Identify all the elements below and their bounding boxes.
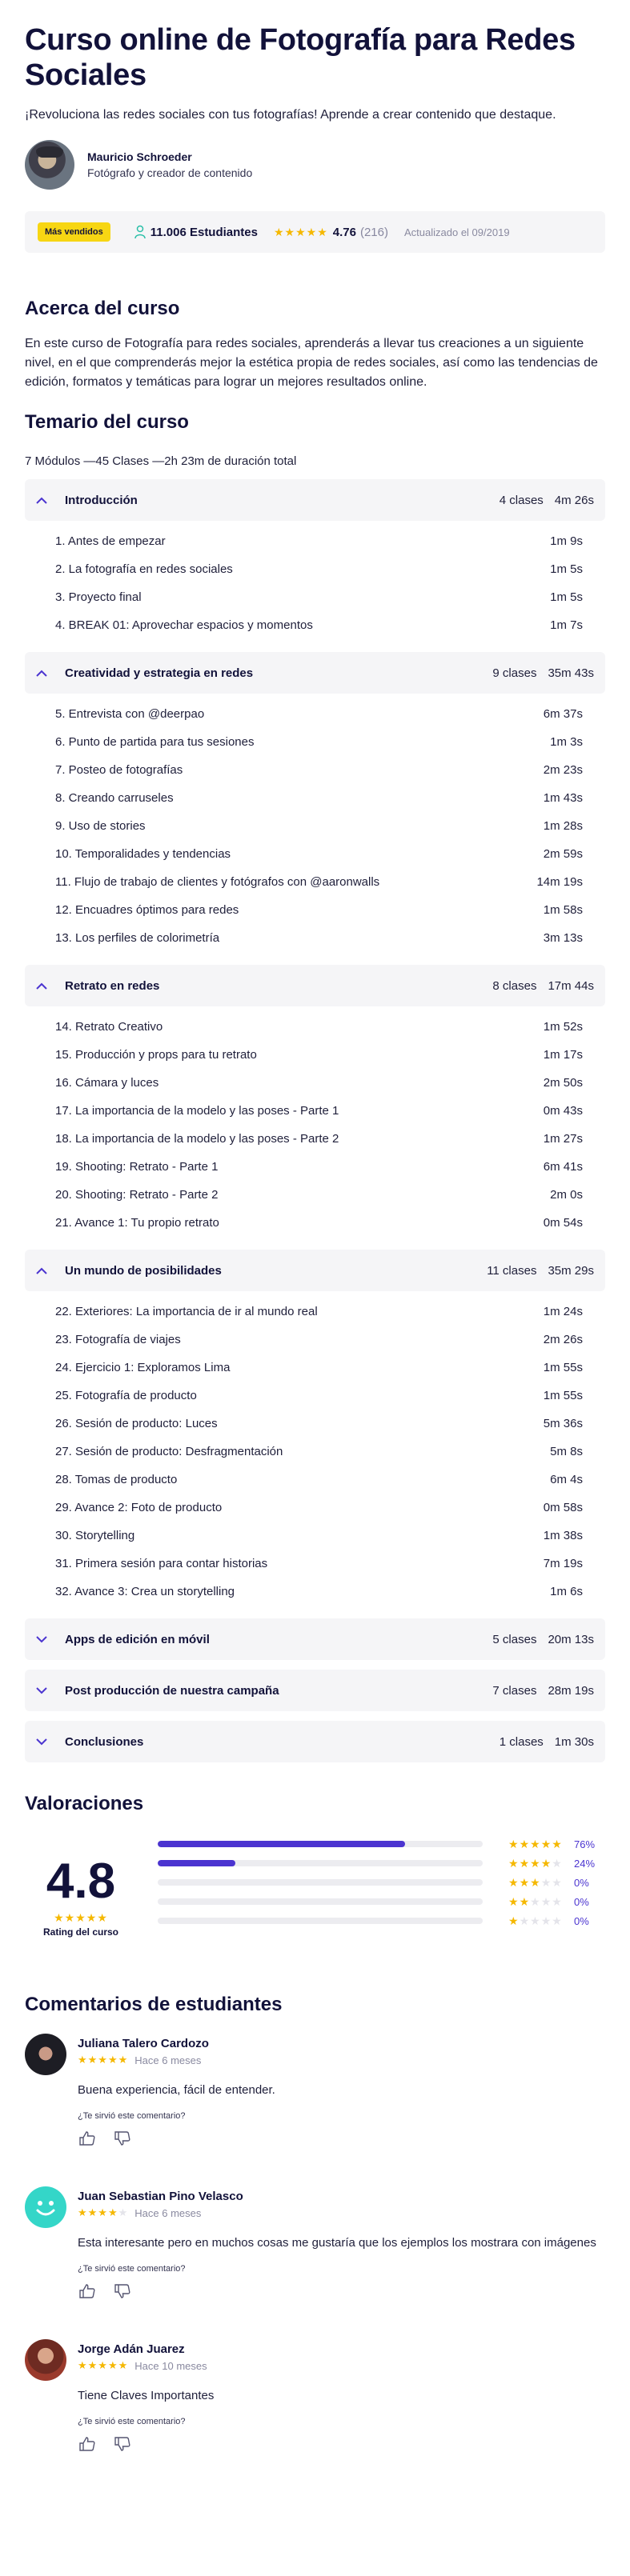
lesson-title[interactable]: 18. La importancia de la modelo y las poses - Parte 2: [55, 1132, 339, 1146]
lesson-title[interactable]: 5. Entrevista con @deerpao: [55, 707, 205, 721]
comment-stars-icon: ★★★★★: [78, 2359, 129, 2371]
lesson-row[interactable]: [55, 728, 583, 756]
comment-votes: [78, 2282, 605, 2301]
comment-date: Hace 10 meses: [134, 2359, 207, 2372]
lesson-duration: 2m 23s: [543, 763, 583, 777]
syllabus-title: Temario del curso: [25, 411, 189, 433]
comment-list: [25, 2034, 605, 2454]
thumbs-down-icon[interactable]: [113, 2282, 132, 2301]
module-name: Introducción: [65, 493, 138, 507]
module: [25, 1618, 605, 1660]
module-count: 5 clases: [492, 1632, 537, 1646]
lesson-row[interactable]: [55, 1298, 583, 1326]
author-name[interactable]: Mauricio Schroeder: [87, 150, 192, 163]
module-count: 11 clases: [487, 1263, 537, 1278]
lesson-duration: 1m 28s: [543, 819, 583, 833]
module-header[interactable]: [25, 479, 605, 521]
lesson-title[interactable]: 30. Storytelling: [55, 1529, 135, 1542]
lesson-row[interactable]: [55, 700, 583, 728]
module: [25, 1670, 605, 1711]
lesson-title[interactable]: 12. Encuadres óptimos para redes: [55, 903, 239, 917]
lesson-row[interactable]: [55, 1410, 583, 1438]
rating-bar-stars-icon: ★★★★★: [508, 1914, 563, 1927]
lesson-title[interactable]: 25. Fotografía de producto: [55, 1389, 197, 1402]
rating-bar-row: [158, 1873, 605, 1892]
person-icon: [134, 225, 146, 239]
author-block[interactable]: [25, 139, 605, 190]
module-name: Un mundo de posibilidades: [65, 1263, 222, 1278]
helpful-prompt: ¿Te sirvió este comentario?: [78, 2417, 186, 2426]
rating-count: (216): [359, 225, 388, 239]
module-name: Apps de edición en móvil: [65, 1632, 210, 1646]
helpful-prompt: ¿Te sirvió este comentario?: [78, 2264, 186, 2274]
module: [25, 1721, 605, 1762]
lesson-row[interactable]: [55, 1069, 583, 1097]
module-time: 17m 44s: [548, 978, 594, 993]
lesson-title[interactable]: 31. Primera sesión para contar historias: [55, 1557, 268, 1570]
chevron-down-icon[interactable]: [36, 1734, 58, 1750]
overall-rating: [25, 1834, 137, 1938]
ratings-panel: [25, 1834, 605, 1938]
lesson-title[interactable]: 19. Shooting: Retrato - Parte 1: [55, 1160, 219, 1174]
chevron-up-icon[interactable]: [36, 492, 58, 508]
lesson-row[interactable]: [55, 1041, 583, 1069]
lesson-title[interactable]: 28. Tomas de producto: [55, 1473, 178, 1486]
lesson-title[interactable]: 14. Retrato Creativo: [55, 1020, 163, 1034]
module-time: 1m 30s: [554, 1734, 594, 1749]
course-rating: [274, 226, 388, 239]
lesson-duration: 6m 4s: [550, 1473, 583, 1486]
comment-divider: [25, 2301, 605, 2322]
lesson-title[interactable]: 24. Ejercicio 1: Exploramos Lima: [55, 1361, 231, 1374]
lesson-title[interactable]: 22. Exteriores: La importancia de ir al mundo real: [55, 1305, 318, 1318]
lesson-row[interactable]: [55, 555, 583, 583]
lesson-row[interactable]: [55, 1153, 583, 1181]
lesson-duration: 5m 36s: [543, 1417, 583, 1430]
comment-text: Tiene Claves Importantes: [78, 2389, 215, 2402]
lesson-duration: 7m 19s: [543, 1557, 583, 1570]
rating-bar-track: [158, 1860, 483, 1866]
lesson-row[interactable]: [55, 756, 583, 784]
lesson-title[interactable]: 29. Avance 2: Foto de producto: [55, 1501, 223, 1514]
module: [25, 652, 605, 955]
overall-score: 4.8: [46, 1854, 116, 1909]
lesson-title[interactable]: 26. Sesión de producto: Luces: [55, 1417, 218, 1430]
lesson-title[interactable]: 13. Los perfiles de colorimetría: [55, 931, 220, 945]
lesson-list: [25, 694, 605, 955]
lesson-duration: 6m 37s: [543, 707, 583, 721]
students-count: [134, 225, 258, 239]
lesson-row[interactable]: [55, 1013, 583, 1041]
module-header[interactable]: [25, 1721, 605, 1762]
lesson-row[interactable]: [55, 1494, 583, 1522]
rating-bar-fill: [158, 1841, 405, 1847]
rating-distribution: [158, 1834, 605, 1930]
rating-bar-stars-icon: ★★★★★: [508, 1856, 563, 1870]
lesson-title[interactable]: 15. Producción y props para tu retrato: [55, 1048, 257, 1062]
lesson-title[interactable]: 32. Avance 3: Crea un storytelling: [55, 1585, 235, 1598]
comment-meta: [78, 2206, 605, 2219]
lesson-duration: 1m 55s: [543, 1389, 583, 1402]
lesson-title[interactable]: 2. La fotografía en redes sociales: [55, 562, 233, 576]
thumbs-up-icon[interactable]: [78, 2129, 97, 2148]
commenter-avatar[interactable]: [25, 2034, 66, 2075]
lesson-row[interactable]: [55, 611, 583, 639]
lesson-duration: 1m 52s: [543, 1020, 583, 1034]
comment: [25, 2034, 605, 2148]
module: [25, 1250, 605, 1609]
lesson-title[interactable]: 11. Flujo de trabajo de clientes y fotógrafos con @aaronwalls: [55, 875, 380, 889]
module-time: 35m 43s: [548, 666, 594, 680]
lesson-duration: 1m 9s: [550, 534, 583, 548]
rating-stars-icon: ★★★★★: [274, 225, 328, 238]
course-stats-bar: [25, 211, 605, 253]
rating-bar-fill: [158, 1860, 235, 1866]
rating-bar-stars-icon: ★★★★★: [508, 1875, 563, 1889]
lesson-title[interactable]: 21. Avance 1: Tu propio retrato: [55, 1216, 219, 1230]
lesson-row[interactable]: [55, 1550, 583, 1578]
thumbs-down-icon[interactable]: [113, 2129, 132, 2148]
chevron-up-icon[interactable]: [36, 978, 58, 994]
lesson-title[interactable]: 20. Shooting: Retrato - Parte 2: [55, 1188, 219, 1202]
about-text: En este curso de Fotografía para redes sociales, aprenderás a llevar tus creaciones a un siguiente nivel, en el que comprenderás mejor la estética propia de redes sociales, así como las tendencias de edición, formatos y temáticas para lograr un mejores resultados online.: [25, 337, 598, 389]
lesson-title[interactable]: 4. BREAK 01: Aprovechar espacios y momentos: [55, 618, 313, 632]
updated-date: Actualizado el 09/2019: [404, 226, 510, 238]
lesson-row[interactable]: [55, 868, 583, 896]
module-count: 4 clases: [499, 493, 544, 507]
module-header[interactable]: [25, 1618, 605, 1660]
lesson-row[interactable]: [55, 1181, 583, 1209]
lesson-title[interactable]: 7. Posteo de fotografías: [55, 763, 183, 777]
lesson-duration: 1m 27s: [543, 1132, 583, 1146]
lesson-row[interactable]: [55, 1466, 583, 1494]
module-count: 1 clases: [499, 1734, 544, 1749]
lesson-list: [25, 1291, 605, 1609]
overall-label: Rating del curso: [42, 1926, 118, 1938]
lesson-duration: 1m 6s: [550, 1585, 583, 1598]
lesson-row[interactable]: [55, 1382, 583, 1410]
rating-bar-stars-icon: ★★★★★: [508, 1894, 563, 1908]
syllabus-summary: 7 Módulos —45 Clases —2h 23m de duración total: [25, 454, 297, 468]
ratings-title: Valoraciones: [25, 1793, 144, 1814]
module: [25, 479, 605, 642]
lesson-title[interactable]: 10. Temporalidades y tendencias: [55, 847, 231, 861]
lesson-duration: 0m 43s: [543, 1104, 583, 1118]
rating-bar-row: [158, 1892, 605, 1911]
comment: [25, 2186, 605, 2301]
comment-meta: [78, 2359, 605, 2372]
lesson-title[interactable]: 6. Punto de partida para tus sesiones: [55, 735, 255, 749]
thumbs-up-icon[interactable]: [78, 2282, 97, 2301]
rating-bar-percent: 0%: [574, 1914, 589, 1927]
lesson-duration: 6m 41s: [543, 1160, 583, 1174]
module-header[interactable]: [25, 1670, 605, 1711]
thumbs-down-icon[interactable]: [113, 2434, 132, 2454]
comment-text: Esta interesante pero en muchos cosas me gustaría que los ejemplos los mostrara con imágenes: [78, 2236, 596, 2250]
rating-bar-track: [158, 1841, 483, 1847]
module-time: 4m 26s: [554, 493, 594, 507]
about-title: Acerca del curso: [25, 298, 180, 319]
lesson-row[interactable]: [55, 527, 583, 555]
lesson-row[interactable]: [55, 812, 583, 840]
module: [25, 965, 605, 1240]
lesson-duration: 1m 43s: [543, 791, 583, 805]
module-name: Post producción de nuestra campaña: [65, 1683, 279, 1698]
chevron-up-icon[interactable]: [36, 665, 58, 681]
rating-bar-track: [158, 1898, 483, 1905]
lesson-row[interactable]: [55, 1097, 583, 1125]
lesson-title[interactable]: 3. Proyecto final: [55, 590, 142, 604]
lesson-duration: 0m 54s: [543, 1216, 583, 1230]
author-avatar[interactable]: [25, 140, 74, 190]
lesson-title[interactable]: 9. Uso de stories: [55, 819, 146, 833]
comment-meta: [78, 2054, 605, 2066]
lesson-row[interactable]: [55, 1522, 583, 1550]
rating-bar-percent: 0%: [574, 1876, 589, 1889]
lesson-row[interactable]: [55, 840, 583, 868]
chevron-down-icon[interactable]: [36, 1682, 58, 1698]
commenter-name: Juliana Talero Cardozo: [78, 2037, 209, 2050]
lesson-duration: 2m 59s: [543, 847, 583, 861]
comment-divider: [25, 2148, 605, 2169]
rating-bar-row: [158, 1854, 605, 1873]
rating-bar-track: [158, 1918, 483, 1924]
lesson-title[interactable]: 8. Creando carruseles: [55, 791, 174, 805]
lesson-title[interactable]: 17. La importancia de la modelo y las poses - Parte 1: [55, 1104, 339, 1118]
lesson-duration: 1m 24s: [543, 1305, 583, 1318]
lesson-duration: 1m 58s: [543, 903, 583, 917]
rating-bar-row: [158, 1834, 605, 1854]
module-time: 28m 19s: [548, 1683, 594, 1698]
chevron-up-icon[interactable]: [36, 1262, 58, 1278]
module-header[interactable]: [25, 965, 605, 1006]
module-list: [25, 479, 605, 1762]
comment-votes: [78, 2129, 605, 2148]
module-time: 20m 13s: [548, 1632, 594, 1646]
lesson-title[interactable]: 1. Antes de empezar: [55, 534, 166, 548]
rating-bar-percent: 24%: [574, 1857, 596, 1870]
lesson-duration: 1m 5s: [550, 562, 583, 576]
lesson-title[interactable]: 23. Fotografía de viajes: [55, 1333, 181, 1346]
course-subtitle: ¡Revoluciona las redes sociales con tus fotografías! Aprende a crear contenido que destaque.: [25, 108, 556, 122]
lesson-title[interactable]: 16. Cámara y luces: [55, 1076, 159, 1090]
lesson-duration: 1m 38s: [543, 1529, 583, 1542]
lesson-row[interactable]: [55, 583, 583, 611]
commenter-name: Jorge Adán Juarez: [78, 2342, 185, 2356]
commenter-avatar[interactable]: [25, 2339, 66, 2381]
module-name: Creatividad y estrategia en redes: [65, 666, 254, 680]
course-title: Curso online de Fotografía para Redes Sociales: [25, 23, 576, 92]
rating-bar-row: [158, 1911, 605, 1930]
lesson-duration: 3m 13s: [543, 931, 583, 945]
module-count: 8 clases: [492, 978, 537, 993]
lesson-row[interactable]: [55, 924, 583, 952]
lesson-title[interactable]: 27. Sesión de producto: Desfragmentación: [55, 1445, 283, 1458]
lesson-list: [25, 521, 605, 642]
lesson-row[interactable]: [55, 1578, 583, 1606]
rating-bar-percent: 0%: [574, 1895, 589, 1908]
lesson-duration: 1m 55s: [543, 1361, 583, 1374]
lesson-row[interactable]: [55, 1326, 583, 1354]
helpful-prompt: ¿Te sirvió este comentario?: [78, 2111, 186, 2121]
lesson-row[interactable]: [55, 896, 583, 924]
lesson-duration: 1m 17s: [543, 1048, 583, 1062]
comment-body: [78, 2186, 605, 2301]
bestseller-badge: Más vendidos: [38, 222, 110, 242]
lesson-row[interactable]: [55, 1125, 583, 1153]
lesson-duration: 2m 0s: [550, 1188, 583, 1202]
lesson-row[interactable]: [55, 1209, 583, 1237]
lesson-row[interactable]: [55, 1354, 583, 1382]
comment-votes: [78, 2434, 605, 2454]
lesson-duration: 14m 19s: [536, 875, 583, 889]
author-role: Fotógrafo y creador de contenido: [87, 166, 253, 179]
lesson-row[interactable]: [55, 1438, 583, 1466]
thumbs-up-icon[interactable]: [78, 2434, 97, 2454]
lesson-duration: 2m 26s: [543, 1333, 583, 1346]
students-label: 11.006 Estudiantes: [150, 225, 258, 239]
commenter-avatar[interactable]: [25, 2186, 66, 2228]
rating-value: 4.76: [332, 225, 356, 239]
module-name: Retrato en redes: [65, 978, 160, 993]
lesson-duration: 1m 3s: [550, 735, 583, 749]
comment-text: Buena experiencia, fácil de entender.: [78, 2083, 275, 2097]
comment-stars-icon: ★★★★★: [78, 2206, 129, 2218]
commenter-name: Juan Sebastian Pino Velasco: [78, 2190, 243, 2203]
module-count: 7 clases: [492, 1683, 537, 1698]
comment-body: [78, 2034, 605, 2148]
lesson-duration: 1m 7s: [550, 618, 583, 632]
comment-body: [78, 2339, 605, 2454]
comment: [25, 2339, 605, 2454]
module-header[interactable]: [25, 652, 605, 694]
module-time: 35m 29s: [548, 1263, 594, 1278]
rating-bar-percent: 76%: [574, 1838, 596, 1850]
comments-title: Comentarios de estudiantes: [25, 1994, 283, 2015]
lesson-duration: 2m 50s: [543, 1076, 583, 1090]
lesson-duration: 5m 8s: [550, 1445, 583, 1458]
comment-stars-icon: ★★★★★: [78, 2054, 129, 2066]
module-count: 9 clases: [492, 666, 537, 680]
lesson-duration: 0m 58s: [543, 1501, 583, 1514]
rating-bar-stars-icon: ★★★★★: [508, 1837, 563, 1850]
chevron-down-icon[interactable]: [36, 1631, 58, 1647]
comment-date: Hace 6 meses: [134, 2206, 202, 2219]
lesson-list: [25, 1006, 605, 1240]
module-name: Conclusiones: [65, 1734, 144, 1749]
rating-bar-track: [158, 1879, 483, 1886]
lesson-row[interactable]: [55, 784, 583, 812]
comment-date: Hace 6 meses: [134, 2054, 202, 2066]
lesson-duration: 1m 5s: [550, 590, 583, 604]
overall-stars-icon: ★★★★★: [54, 1911, 108, 1924]
module-header[interactable]: [25, 1250, 605, 1291]
